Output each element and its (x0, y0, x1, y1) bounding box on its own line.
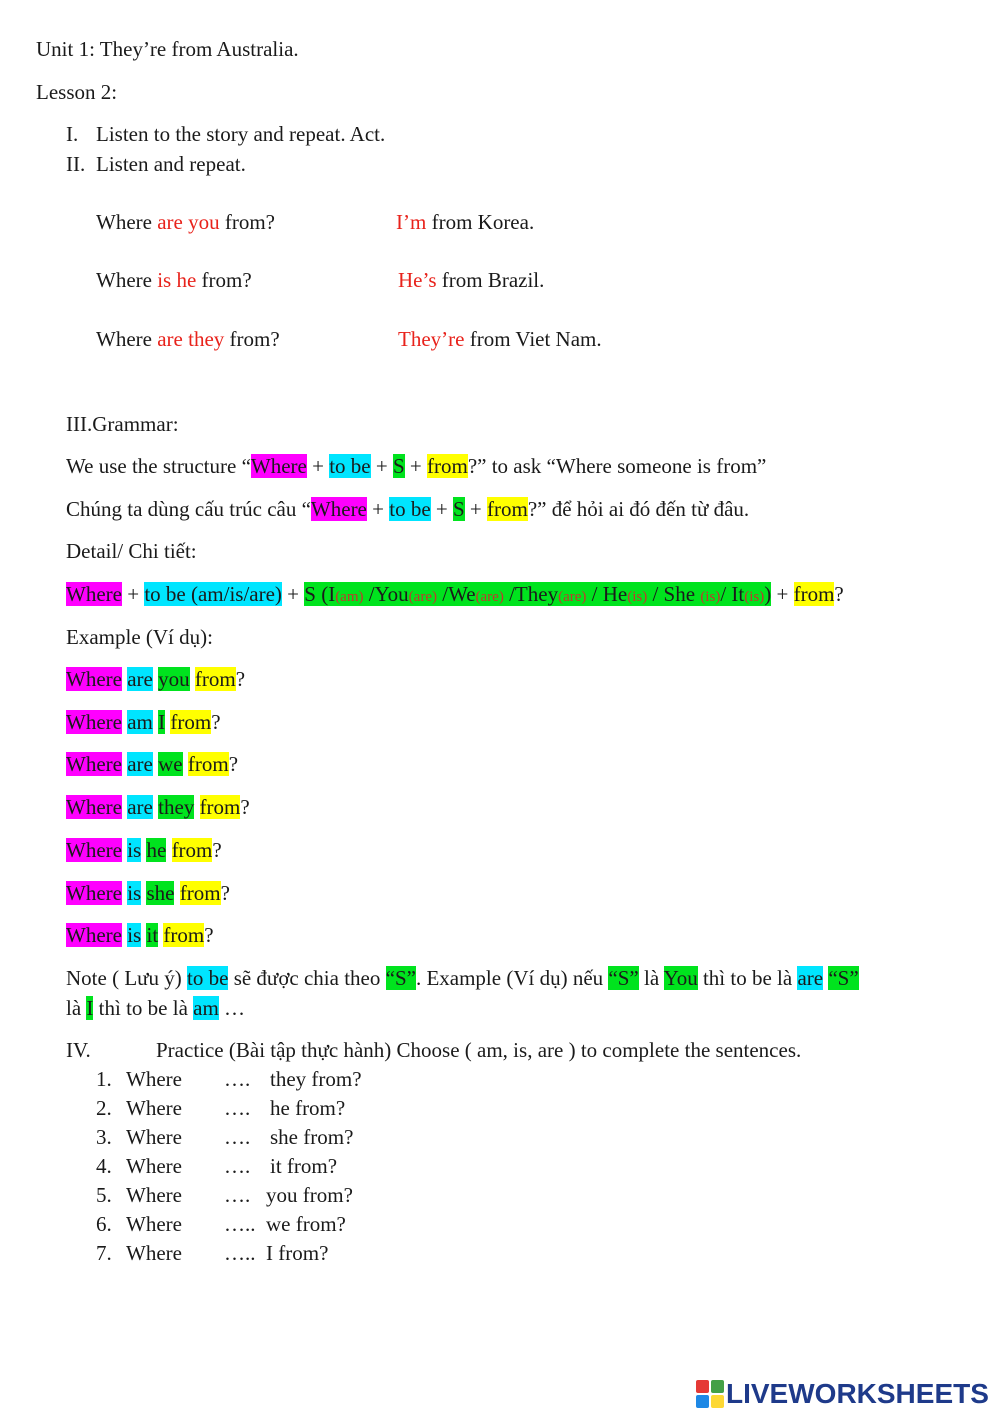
example-item: Where am I from? (66, 710, 221, 734)
dialogue-question: Where is he from? (96, 268, 252, 292)
section-1-num: I. (66, 122, 79, 146)
grammar-structure-vi: Chúng ta dùng cấu trúc câu “Where + to be + S + from?” để hỏi ai đó đến từ đâu. (66, 497, 750, 521)
practice-item: 2. Where …. he from? (96, 1096, 346, 1120)
practice-item: 5. Where …. you from? (96, 1183, 353, 1207)
section-1-text: Listen to the story and repeat. Act. (96, 122, 386, 146)
practice-item: 6. Where ….. we from? (96, 1212, 346, 1236)
dialogue-answer: He’s from Brazil. (398, 268, 545, 292)
note-line-1: Note ( Lưu ý) to be sẽ được chia theo “S”. Example (Ví dụ) nếu “S” là You thì to be là are “S” (66, 966, 859, 990)
dialogue-question: Where are they from? (96, 327, 280, 351)
practice-item: 3. Where …. she from? (96, 1125, 354, 1149)
section-4 (66, 1037, 802, 1063)
answer-blank[interactable]: ….. (224, 1241, 256, 1265)
practice-item: 7. Where ….. I from? (96, 1241, 329, 1265)
practice-item: 1. Where …. they from? (96, 1067, 362, 1091)
example-item: Where is it from? (66, 923, 214, 947)
answer-blank[interactable]: …. (224, 1125, 251, 1149)
example-item: Where are we from? (66, 752, 239, 776)
section-4-num: IV. (66, 1038, 91, 1062)
answer-blank[interactable]: …. (224, 1067, 251, 1091)
example-item: Where are they from? (66, 795, 250, 819)
lesson-title: Lesson 2: (36, 80, 118, 104)
answer-blank[interactable]: …. (224, 1154, 251, 1178)
grammar-structure-en: We use the structure “Where + to be + S + from?” to ask “Where someone is from” (66, 454, 767, 478)
grammar-title: III.Grammar: (66, 412, 179, 436)
detail-label: Detail/ Chi tiết: (66, 539, 197, 563)
note-line-2: là I thì to be là am … (66, 996, 246, 1020)
example-item: Where is she from? (66, 881, 230, 905)
section-2 (66, 151, 246, 177)
example-item: Where are you from? (66, 667, 246, 691)
practice-item: 4. Where …. it from? (96, 1154, 338, 1178)
liveworksheets-logo (696, 1377, 989, 1411)
logo-mark-icon (696, 1380, 724, 1408)
logo-text: LIVEWORKSHEETS (726, 1378, 989, 1409)
section-2-text: Listen and repeat. (96, 152, 246, 176)
unit-title: Unit 1: They’re from Australia. (36, 37, 299, 61)
answer-blank[interactable]: …. (224, 1096, 251, 1120)
example-label: Example (Ví dụ): (66, 625, 213, 649)
answer-blank[interactable]: …. (224, 1183, 251, 1207)
dialogue-answer: They’re from Viet Nam. (398, 327, 602, 351)
example-item: Where is he from? (66, 838, 222, 862)
section-1 (66, 121, 386, 147)
section-4-text: Practice (Bài tập thực hành) Choose ( am, is, are ) to complete the sentences. (156, 1038, 802, 1062)
dialogue-question: Where are you from? (96, 210, 276, 234)
detail-formula: Where + to be (am/is/are) + S (I(am) /You(are) /We(are) /They(are) / He(is) / She (is)/ It(is)) + from? (66, 582, 844, 606)
dialogue-answer: I’m from Korea. (396, 210, 535, 234)
answer-blank[interactable]: ….. (224, 1212, 256, 1236)
section-2-num: II. (66, 152, 86, 176)
